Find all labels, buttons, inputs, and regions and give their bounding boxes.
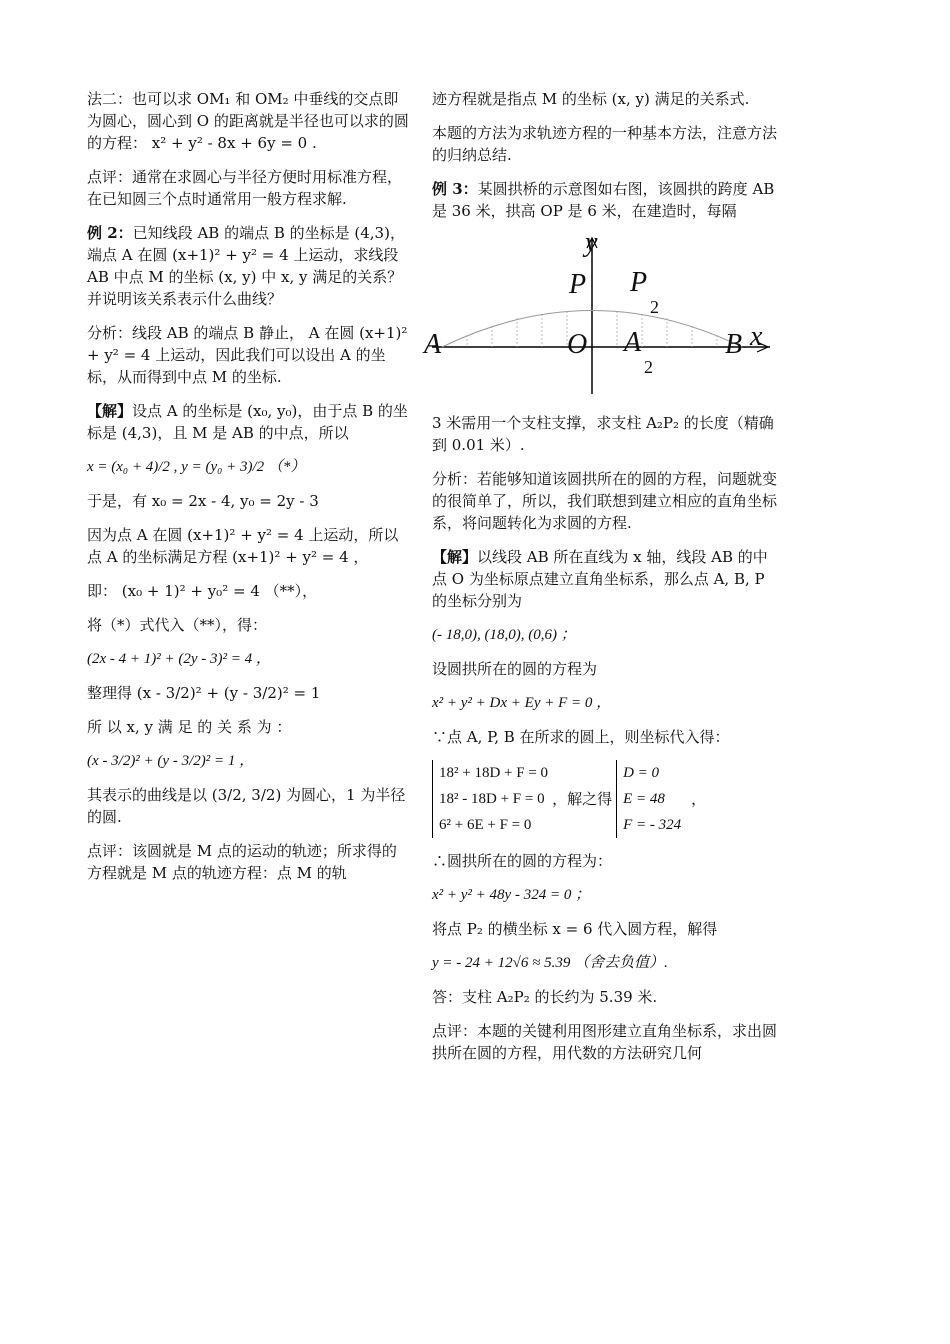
system-result — [616, 760, 681, 838]
result-e: E = 48 — [623, 791, 665, 807]
example-3-continued: 3 米需用一个支柱支撑，求支柱 A₂P₂ 的长度（精确到 0.01 米）. — [432, 414, 774, 454]
ji-line: 即： (x₀ + 1)² + y₀² = 4 （**）， — [87, 582, 318, 600]
comment-line-3: 点评：本题的关键利用图形建立直角坐标系，求出圆拱所在圆的方程，用代数的方法研究几何 — [432, 1022, 778, 1062]
trajectory-continued: 迹方程就是指点 M 的坐标 (x, y) 满足的关系式. — [432, 90, 750, 108]
solution-body: 设点 A 的坐标是 (x₀, y₀)，由于点 B 的坐标是 (4,3)，且 M 是 AB 的中点，所以 — [87, 402, 408, 442]
answer-line: 答：支柱 A₂P₂ 的长约为 5.39 米. — [432, 988, 658, 1006]
solution-tag: 【解】 — [87, 402, 133, 420]
right-column — [424, 88, 780, 1076]
left-column — [87, 88, 413, 896]
simplified-equation: 整理得 (x - 3/2)² + (y - 3/2)² = 1 — [87, 684, 321, 702]
method-two-paragraph: 法二：也可以求 OM₁ 和 OM₂ 中垂线的交点即为圆心，圆心到 O 的距离就是半径也可以求的圆的方程： x² + y² - 8x + 6y = 0 . — [87, 90, 409, 152]
arch-diagram — [432, 227, 777, 404]
label-a2: A — [624, 327, 642, 358]
system-left — [432, 760, 548, 838]
label-x: x — [750, 321, 763, 352]
because-paragraph: 因为点 A 在圆 (x+1)² + y² = 4 上运动，所以点 A 的坐标满足方程 (x+1)² + y² = 4 ， — [87, 526, 399, 566]
example-2 — [87, 222, 409, 310]
substituted-equation: (2x - 4 + 1)² + (2y - 3)² = 4 ， — [87, 651, 271, 667]
example-3-title: 例 3： — [432, 180, 478, 198]
yushi-line: 于是，有 x₀ = 2x - 4, y₀ = 2y - 3 — [87, 492, 319, 510]
result-comma: ， — [691, 790, 707, 808]
curve-description: 其表示的曲线是以 (3/2, 3/2) 为圆心，1 为半径的圆. — [87, 786, 406, 826]
equation-system — [432, 760, 777, 838]
plug-line: 将点 P₂ 的横坐标 x = 6 代入圆方程，解得 — [432, 920, 718, 938]
point-coordinates: (- 18,0), (18,0), (0,6) ； — [432, 627, 576, 643]
comment-trajectory: 点评：该圆就是 M 点的运动的轨迹；所求得的方程就是 M 点的轨迹方程：点 M 的轨 — [87, 842, 397, 882]
label-b: B — [725, 329, 743, 360]
solution-body-3: 以线段 AB 所在直线为 x 轴，线段 AB 的中点 O 为坐标原点建立直角坐标系，那么点 A, B, P 的坐标分别为 — [432, 548, 770, 610]
label-p: P — [569, 269, 587, 300]
label-p2: P — [630, 267, 648, 298]
substitute-line: 将（*）式代入（**），得： — [87, 616, 268, 634]
final-equation: (x - 3/2)² + (y - 3/2)² = 1 ， — [87, 753, 255, 769]
general-equation: x² + y² + Dx + Ey + F = 0 ， — [432, 695, 612, 711]
arch-bridge-figure — [424, 227, 777, 404]
example-3-body: 某圆拱桥的示意图如右图，该圆拱的跨度 AB 是 36 米，拱高 OP 是 6 米，在建造时，每隔 — [432, 180, 780, 220]
label-p2-sub: 2 — [650, 297, 659, 317]
system-eq-2: 18² - 18D + F = 0 — [439, 791, 545, 807]
y-value: y = - 24 + 12√6 ≈ 5.39 （舍去负值）. — [432, 955, 668, 971]
method-note: 本题的方法为求轨迹方程的一种基本方法，注意方法的归纳总结. — [432, 124, 778, 164]
example-3 — [432, 178, 780, 222]
system-eq-3: 6² + 6E + F = 0 — [439, 817, 532, 833]
so-line: 所 以 x, y 满 足 的 关 系 为 ： — [87, 718, 292, 736]
label-y: y — [585, 227, 598, 258]
analysis-paragraph: 分析：线段 AB 的端点 B 静止， A 在圆 (x+1)² + y² = 4 上运动，因此我们可以设出 A 的坐标，从而得到中点 M 的坐标. — [87, 324, 413, 386]
set-equation-line: 设圆拱所在的圆的方程为 — [432, 660, 598, 678]
label-a2-sub: 2 — [644, 357, 653, 377]
example-2-title: 例 2： — [87, 224, 133, 242]
example-2-body: 已知线段 AB 的端点 B 的坐标是 (4,3)，端点 A 在圆 (x+1)² + y² = 4 上运动，求线段 AB 中点 M 的坐标 (x, y) 中 x, y 满足的关系？并说明该关系表示什么曲线？ — [87, 224, 405, 308]
solve-word: ，解之得 — [552, 790, 613, 808]
solution-paragraph — [87, 400, 409, 444]
result-d: D = 0 — [623, 765, 660, 781]
therefore-line: ∴圆拱所在的圆的方程为： — [432, 852, 613, 870]
comment-paragraph: 点评：通常在求圆心与半径方便时用标准方程，在已知圆三个点时通常用一般方程求解. — [87, 168, 403, 208]
circle-equation: x² + y² + 48y - 324 = 0 ； — [432, 887, 591, 903]
equation-star: x = (x₀ + 4)/2 , y = (y₀ + 3)/2 （*） — [87, 459, 306, 475]
solution-paragraph-3 — [432, 546, 777, 612]
result-f: F = - 324 — [623, 817, 682, 833]
solution-tag-3: 【解】 — [432, 548, 478, 566]
system-eq-1: 18² + 18D + F = 0 — [439, 765, 549, 781]
label-a: A — [424, 329, 442, 360]
analysis-paragraph-3: 分析：若能够知道该圆拱所在的圆的方程，问题就变的很简单了，所以，我们联想到建立相应的直角坐标系，将问题转化为求圆的方程. — [432, 470, 778, 532]
because-line: ∵点 A, P, B 在所求的圆上，则坐标代入得： — [432, 728, 730, 746]
label-o: O — [567, 329, 588, 360]
